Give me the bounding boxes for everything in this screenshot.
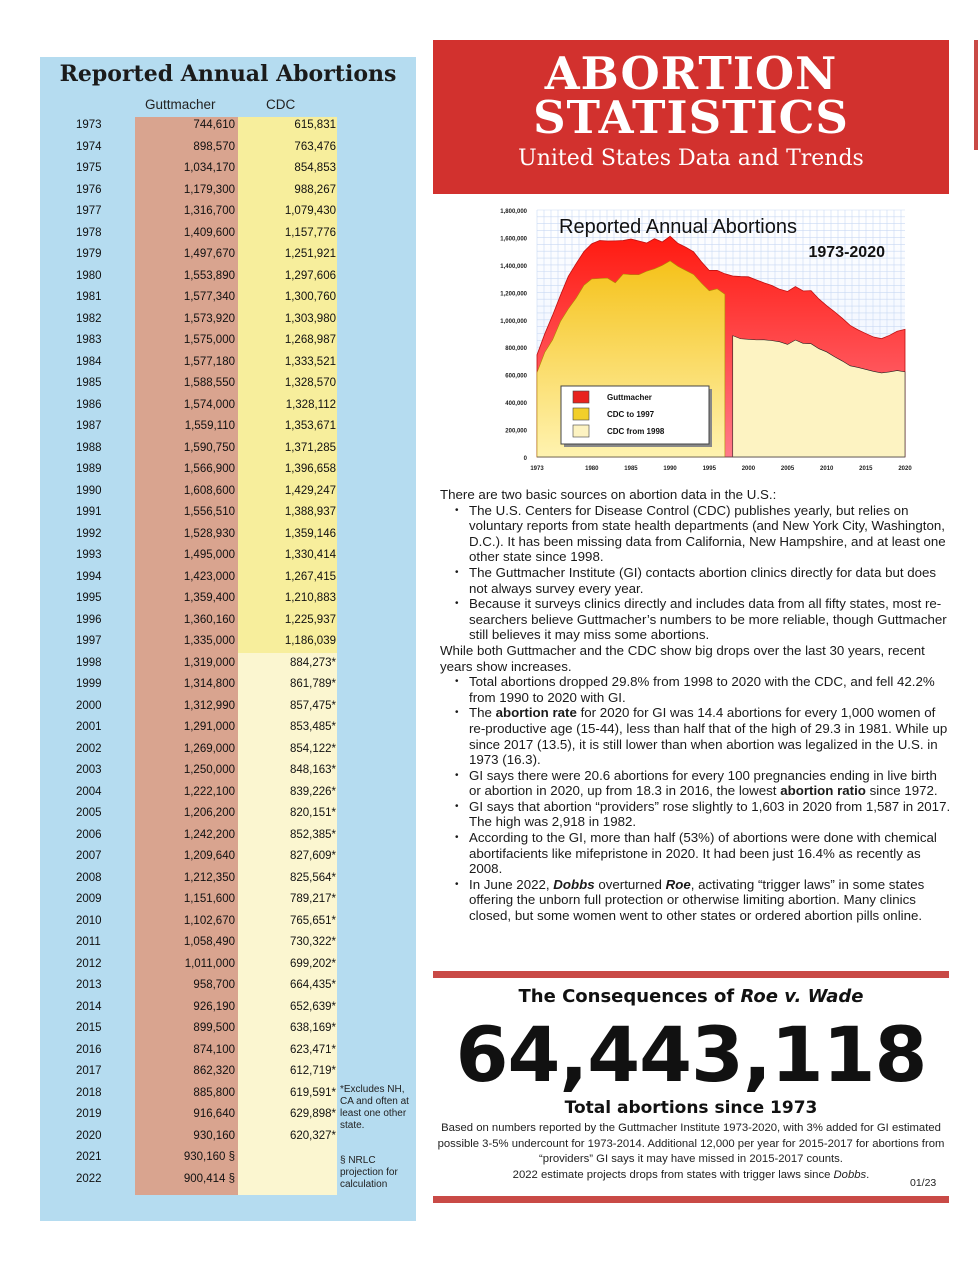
table-row	[40, 545, 416, 567]
table-row	[40, 395, 416, 417]
cdc-cell: 1,300,760	[284, 291, 336, 303]
table-row	[40, 158, 416, 180]
year-cell: 1999	[76, 678, 102, 690]
list-item: • Total abortions dropped 29.8% from 1998 to 2020 with the CDC, and fell 42.2% from 1990 to 2020 with GI.	[452, 674, 952, 705]
guttmacher-cell: 1,590,750	[183, 441, 235, 454]
guttmacher-cell: 1,577,340	[183, 291, 235, 303]
cdc-cell: 1,267,415	[284, 570, 336, 583]
cdc-cell: 827,609*	[289, 850, 336, 862]
year-cell: 1976	[76, 183, 102, 196]
y-tick-label: 600,000	[505, 373, 527, 380]
table-row	[40, 438, 416, 460]
x-tick-label: 2020	[898, 466, 912, 472]
cdc-cell: 638,169*	[289, 1022, 336, 1034]
table-row	[40, 717, 416, 739]
annual-abortions-table-panel	[40, 57, 416, 1221]
divider-bottom	[433, 1196, 949, 1203]
cdc-cell: 852,385*	[289, 828, 336, 841]
cdc-cell: 820,151*	[289, 807, 336, 819]
cdc-cell: 1,396,658	[284, 463, 336, 475]
year-cell: 2006	[76, 828, 102, 841]
cdc-cell: 1,297,606	[284, 269, 336, 282]
sources-list	[452, 503, 952, 643]
list-item: • Because it surveys clinics directly and includes data from all fifty states, most re-searchers believe Guttmacher’s numbers to be more reliable, though Guttmacher still believes it may miss some abortions.	[452, 596, 952, 643]
guttmacher-cell: 926,190	[193, 1000, 235, 1013]
year-cell: 1979	[76, 248, 102, 260]
year-cell: 1977	[76, 205, 102, 217]
guttmacher-cell: 1,269,000	[183, 742, 235, 755]
cdc-column-header: CDC	[266, 97, 296, 112]
year-cell: 2000	[76, 699, 102, 712]
list-item: • The abortion rate for 2020 for GI was 14.4 abortions for every 1,000 women of re-productive age (15-44), less than half that of the high of 29.3 in 1981. While up since 2017 (13.5), it is still lower than when abortion was legalized in the U.S. in 1973 (16.3).	[452, 705, 952, 767]
chart-title: Reported Annual Abortions	[559, 216, 797, 238]
year-cell: 1984	[76, 355, 102, 368]
list-item: • GI says there were 20.6 abortions for every 100 pregnancies ending in live birth or abortion in 2020, up from 18.3 in 2016, the lowest abortion ratio since 1972.	[452, 768, 952, 799]
list-item: • The Guttmacher Institute (GI) contacts abortion clinics directly for data but does not always survey every year.	[452, 565, 952, 596]
guttmacher-cell: 1,423,000	[183, 570, 235, 583]
cdc-cell: 854,122*	[289, 742, 336, 755]
guttmacher-cell: 916,640	[193, 1108, 235, 1120]
year-cell: 2010	[76, 914, 102, 927]
guttmacher-cell: 1,312,990	[183, 699, 235, 712]
guttmacher-cell: 899,500	[193, 1022, 235, 1034]
x-tick-label: 1995	[702, 466, 716, 472]
guttmacher-cell: 885,800	[193, 1086, 235, 1099]
list-item: • In June 2022, Dobbs overturned Roe, activating “trigger laws” in some states offering the unborn full protection or otherwise limiting abortion. Many clinics closed, but some women went to other states or ordered abortion pills online.	[452, 877, 952, 924]
table-row	[40, 309, 416, 331]
guttmacher-cell: 1,316,700	[183, 205, 235, 217]
cdc-cell: 1,333,521	[284, 355, 336, 368]
legend-swatch	[573, 391, 589, 403]
banner-subtitle: United States Data and Trends	[518, 146, 864, 171]
guttmacher-cell: 1,553,890	[183, 269, 235, 282]
table-row	[40, 1040, 416, 1062]
table-row	[40, 932, 416, 954]
guttmacher-cell: 1,574,000	[183, 398, 235, 411]
guttmacher-cell: 958,700	[193, 979, 235, 991]
guttmacher-cell: 874,100	[193, 1043, 235, 1056]
y-tick-label: 800,000	[505, 346, 527, 353]
y-tick-label: 1,800,000	[500, 209, 527, 215]
guttmacher-cell: 1,575,000	[183, 334, 235, 346]
guttmacher-cell: 930,160	[193, 1129, 235, 1142]
x-tick-label: 1985	[624, 466, 638, 472]
guttmacher-cell: 1,291,000	[183, 721, 235, 733]
guttmacher-cell: 898,570	[193, 140, 235, 153]
year-cell: 2004	[76, 785, 102, 798]
guttmacher-cell: 1,206,200	[183, 807, 235, 819]
nrlc-footnote: § NRLC projection for calculation	[340, 1155, 398, 1190]
x-tick-label: 2005	[780, 466, 795, 472]
cdc-cell: 652,639*	[289, 1000, 336, 1013]
cdc-cell: 615,831	[294, 119, 336, 131]
cdc-cell: 1,328,112	[285, 398, 336, 411]
year-cell: 1994	[76, 570, 102, 583]
guttmacher-cell: 900,414 §	[183, 1172, 235, 1185]
cdc-cell: 884,273*	[289, 656, 336, 669]
table-row	[40, 954, 416, 976]
year-cell: 2015	[76, 1022, 102, 1034]
table-row	[40, 782, 416, 804]
cdc-cell: 854,853	[294, 162, 336, 174]
doc-code: 01/23	[910, 1177, 937, 1189]
cdc-cell: 1,186,039	[284, 635, 336, 647]
year-cell: 1982	[76, 312, 102, 325]
cdc-cell: 1,157,776	[284, 226, 336, 239]
cdc-cell: 612,719*	[289, 1065, 336, 1077]
list-item: • According to the GI, more than half (53%) of abortions were done with chemical abortifacients like mifepristone in 2020. It had been just 16.4% as recently as 2008.	[452, 830, 952, 877]
total-abortions-label: Total abortions since 1973	[564, 1098, 818, 1118]
x-tick-label: 2010	[820, 466, 834, 472]
banner-title-line2: STATISTICS	[533, 91, 849, 144]
table-row	[40, 739, 416, 761]
legend-swatch	[573, 408, 589, 420]
year-cell: 1975	[76, 162, 102, 174]
year-cell: 2021	[76, 1151, 102, 1163]
cdc-cell: 1,303,980	[284, 312, 336, 325]
table-row	[40, 502, 416, 524]
year-cell: 1985	[76, 377, 102, 389]
year-cell: 2011	[76, 936, 101, 948]
year-cell: 1990	[76, 484, 102, 497]
guttmacher-cell: 1,495,000	[183, 549, 235, 561]
table-row	[40, 567, 416, 589]
methodology-note: Based on numbers reported by the Guttmacher Institute 1973-2020, with 3% added for GI estimated possible 3-5% undercount for 1973-2014. Additional 12,000 per year for 2015-2017 for abortions from “providers” GI says it may have missed in 2015-2017 counts. 2022 estimate projects drops from states with trigger laws since Dobbs.	[437, 1122, 945, 1181]
table-row	[40, 911, 416, 933]
cdc-cell: 1,079,430	[284, 205, 336, 217]
cdc-cell: 629,898*	[289, 1108, 336, 1120]
table-row	[40, 223, 416, 245]
guttmacher-column-header: Guttmacher	[145, 97, 216, 112]
legend-label: CDC to 1997	[607, 410, 655, 419]
table-row	[40, 481, 416, 503]
x-tick-label: 1990	[663, 466, 677, 472]
table-row	[40, 180, 416, 202]
cdc-cell: 1,429,247	[284, 484, 336, 497]
year-cell: 1986	[76, 398, 102, 411]
table-row	[40, 115, 416, 137]
guttmacher-cell: 1,314,800	[183, 678, 235, 690]
cdc-cell: 825,564*	[289, 871, 336, 884]
cdc-cell: 1,210,883	[284, 592, 336, 604]
table-row	[40, 760, 416, 782]
x-tick-label: 1980	[585, 466, 599, 472]
cdc-cell: 1,268,987	[284, 334, 336, 346]
y-tick-label: 1,400,000	[500, 263, 527, 270]
guttmacher-cell: 1,577,180	[183, 355, 235, 368]
divider-top	[433, 971, 949, 978]
guttmacher-cell: 1,058,490	[183, 936, 235, 948]
chart-subtitle: 1973-2020	[808, 244, 885, 261]
year-cell: 2022	[76, 1172, 102, 1185]
y-tick-label: 0	[523, 456, 527, 462]
year-cell: 1974	[76, 140, 102, 153]
table-row	[40, 696, 416, 718]
year-cell: 1980	[76, 269, 102, 282]
cdc-cell: 619,591*	[289, 1086, 336, 1099]
body-text	[440, 487, 952, 924]
table-row	[40, 889, 416, 911]
title-banner	[433, 40, 949, 194]
guttmacher-cell: 1,335,000	[183, 635, 235, 647]
year-cell: 2001	[76, 721, 102, 733]
guttmacher-cell: 1,102,670	[183, 914, 235, 927]
year-cell: 2009	[76, 893, 102, 905]
y-tick-label: 1,200,000	[500, 291, 527, 298]
guttmacher-cell: 1,151,600	[183, 893, 235, 905]
guttmacher-cell: 1,011,000	[184, 957, 235, 970]
table-row	[40, 588, 416, 610]
year-cell: 2016	[76, 1043, 102, 1056]
guttmacher-cell: 1,242,200	[183, 828, 235, 841]
year-cell: 2019	[76, 1108, 102, 1120]
year-cell: 2020	[76, 1129, 102, 1142]
cdc-cell: 1,330,414	[284, 549, 336, 561]
cdc-cell: 857,475*	[289, 699, 336, 712]
table-row	[40, 266, 416, 288]
table-title: Reported Annual Abortions	[59, 61, 397, 87]
legend-label: Guttmacher	[607, 393, 652, 402]
cdc-cell: 1,251,921	[284, 248, 336, 260]
table-row	[40, 524, 416, 546]
table-row	[40, 803, 416, 825]
guttmacher-cell: 1,528,930	[183, 527, 235, 540]
guttmacher-cell: 1,222,100	[183, 785, 235, 798]
table-row	[40, 416, 416, 438]
cdc-cell: 839,226*	[289, 785, 336, 798]
year-cell: 1987	[76, 420, 102, 432]
total-abortions-number: 64,443,118	[455, 1010, 927, 1099]
x-tick-label: 2015	[859, 466, 873, 472]
year-cell: 2007	[76, 850, 102, 862]
cdc-cell: 620,327*	[289, 1129, 336, 1142]
table-row	[40, 975, 416, 997]
guttmacher-cell: 744,610	[193, 119, 235, 131]
cdc-cell: 730,322*	[289, 936, 336, 948]
x-tick-label: 2000	[741, 466, 756, 472]
guttmacher-cell: 1,588,550	[183, 377, 235, 389]
guttmacher-cell: 1,212,350	[183, 871, 235, 884]
guttmacher-cell: 1,566,900	[183, 463, 235, 475]
year-cell: 1996	[76, 613, 102, 626]
table-row	[40, 846, 416, 868]
guttmacher-cell: 930,160 §	[183, 1151, 235, 1163]
guttmacher-cell: 1,559,110	[184, 420, 235, 432]
guttmacher-cell: 1,179,300	[183, 183, 235, 196]
x-tick-label: 1973	[530, 466, 544, 472]
year-cell: 2008	[76, 871, 102, 884]
year-cell: 2005	[76, 807, 102, 819]
table-row	[40, 244, 416, 266]
table-row	[40, 459, 416, 481]
year-cell: 1973	[76, 119, 102, 131]
legend-swatch	[573, 425, 589, 437]
year-cell: 1981	[76, 291, 102, 303]
abortions-area-chart	[495, 200, 915, 476]
year-cell: 1989	[76, 463, 102, 475]
list-item: • GI says that abortion “providers” rose slightly to 1,603 in 2020 from 1,587 in 2017. The high was 2,918 in 1982.	[452, 799, 952, 830]
cdc-cell: 1,225,937	[284, 613, 336, 626]
year-cell: 1978	[76, 226, 102, 239]
year-cell: 1993	[76, 549, 102, 561]
guttmacher-cell: 1,034,170	[183, 162, 235, 174]
y-tick-label: 1,600,000	[500, 236, 527, 243]
table-row	[40, 1061, 416, 1083]
cdc-cell: 1,328,570	[284, 377, 336, 389]
table-row	[40, 330, 416, 352]
consequences-title: The Consequences of Roe v. Wade	[518, 986, 864, 1007]
table-row	[40, 137, 416, 159]
cdc-cell: 1,359,146	[284, 527, 336, 540]
cdc-cell: 861,789*	[289, 678, 336, 690]
trends-list	[452, 674, 952, 924]
guttmacher-cell: 1,250,000	[183, 764, 235, 776]
year-cell: 1983	[76, 334, 102, 346]
guttmacher-cell: 1,497,670	[183, 248, 235, 260]
trends-text: While both Guttmacher and the CDC show big drops over the last 30 years, recent years show increases.	[440, 642, 925, 674]
cdc-cell: 848,163*	[289, 764, 336, 776]
cdc-cell: 1,388,937	[284, 506, 336, 518]
cdc-cell: 664,435*	[289, 979, 336, 991]
y-tick-label: 1,000,000	[500, 318, 527, 325]
table-row	[40, 1018, 416, 1040]
table-row	[40, 610, 416, 632]
year-cell: 1991	[76, 506, 102, 518]
intro-text: There are two basic sources on abortion data in the U.S.:	[440, 487, 777, 502]
table-row	[40, 825, 416, 847]
excludes-footnote: *Excludes NH, CA and often at least one other state.	[340, 1084, 409, 1131]
cdc-cell: 1,353,671	[284, 420, 336, 432]
year-cell: 1992	[76, 527, 102, 540]
year-cell: 2003	[76, 764, 102, 776]
cdc-cell: 699,202*	[289, 957, 336, 970]
y-tick-label: 200,000	[505, 428, 527, 435]
year-cell: 2013	[76, 979, 102, 991]
guttmacher-cell: 1,319,000	[183, 656, 235, 669]
year-cell: 2014	[76, 1000, 102, 1013]
table-row	[40, 674, 416, 696]
year-cell: 1998	[76, 656, 102, 669]
year-cell: 2017	[76, 1065, 102, 1077]
guttmacher-cell: 1,556,510	[183, 506, 235, 518]
table-row	[40, 653, 416, 675]
legend-label: CDC from 1998	[607, 427, 665, 436]
list-item: • The U.S. Centers for Disease Control (CDC) publishes yearly, but relies on voluntary reports from state health departments (and New York City, Washington, D.C.). It has been missing data from California, New Hampshire, and at least one other state since 1998.	[452, 503, 952, 565]
guttmacher-cell: 862,320	[193, 1065, 235, 1077]
table-row	[40, 868, 416, 890]
year-cell: 1995	[76, 592, 102, 604]
table-row	[40, 997, 416, 1019]
guttmacher-cell: 1,409,600	[183, 226, 235, 239]
guttmacher-cell: 1,608,600	[183, 484, 235, 497]
cdc-cell: 988,267	[294, 183, 336, 196]
cdc-cell: 1,371,285	[284, 441, 336, 454]
year-cell: 2018	[76, 1086, 102, 1099]
table-row	[40, 631, 416, 653]
guttmacher-cell: 1,573,920	[183, 312, 235, 325]
y-tick-label: 400,000	[505, 401, 527, 408]
cdc-cell: 853,485*	[289, 721, 336, 733]
table-row	[40, 201, 416, 223]
year-cell: 1997	[76, 635, 102, 647]
page-edge-tab	[974, 40, 978, 150]
table-row	[40, 287, 416, 309]
year-cell: 1988	[76, 441, 102, 454]
year-cell: 2002	[76, 742, 102, 755]
banner-title-line1: ABORTION	[544, 47, 838, 100]
cdc-cell: 763,476	[294, 140, 336, 153]
cdc-cell: 765,651*	[289, 914, 336, 927]
guttmacher-cell: 1,209,640	[183, 850, 235, 862]
table-row	[40, 352, 416, 374]
cdc-cell: 789,217*	[289, 893, 336, 905]
guttmacher-cell: 1,359,400	[183, 592, 235, 604]
guttmacher-cell: 1,360,160	[183, 613, 235, 626]
cdc-cell: 623,471*	[289, 1043, 336, 1056]
table-row	[40, 373, 416, 395]
year-cell: 2012	[76, 957, 102, 970]
